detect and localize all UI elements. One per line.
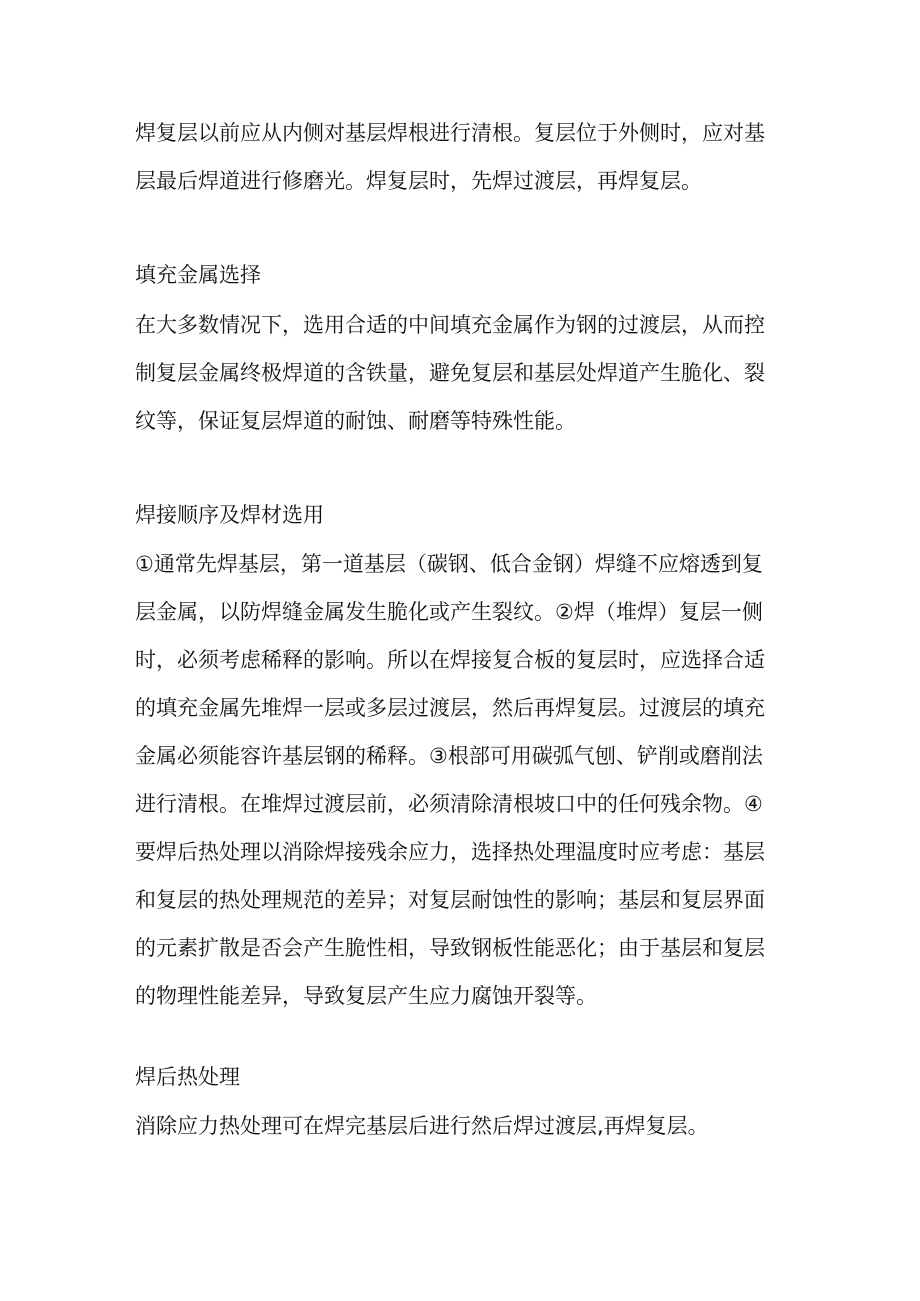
section-heading-pwht: [135, 1062, 785, 1092]
section-heading-filler: [135, 260, 785, 290]
paragraph-line: 进行清根。在堆焊过渡层前，必须清除清根坡口中的任何残余物。④: [135, 792, 763, 816]
paragraph-line: 纹等，保证复层焊道的耐蚀、耐磨等特殊性能。: [135, 409, 576, 433]
paragraph-line: 层最后焊道进行修磨光。焊复层时，先焊过渡层，再焊复层。: [135, 169, 702, 193]
paragraph-line: 焊复层以前应从内侧对基层焊根进行清根。复层位于外侧时，应对基: [135, 121, 765, 145]
section-heading: 焊接顺序及焊材选用: [135, 503, 324, 527]
paragraph-line: 在大多数情况下，选用合适的中间填充金属作为钢的过渡层，从而控: [135, 313, 765, 337]
filler-paragraph: [135, 301, 785, 445]
section-heading: 填充金属选择: [135, 263, 261, 287]
pwht-paragraph: [135, 1102, 785, 1150]
paragraph-line: 的元素扩散是否会产生脆性相，导致钢板性能恶化；由于基层和复层: [135, 936, 765, 960]
paragraph-line: 层金属，以防焊缝金属发生脆化或产生裂纹。②焊（堆焊）复层一侧: [135, 600, 763, 624]
paragraph-line: 的物理性能差异，导致复层产生应力腐蚀开裂等。: [135, 984, 597, 1008]
paragraph-line: 和复层的热处理规范的差异；对复层耐蚀性的影响；基层和复层界面: [135, 888, 765, 912]
sequence-paragraph: [135, 540, 785, 1020]
paragraph-line: 金属必须能容许基层钢的稀释。③根部可用碳弧气刨、铲削或磨削法: [135, 744, 763, 768]
intro-paragraph: [135, 109, 785, 205]
section-heading-sequence: [135, 500, 785, 530]
paragraph-line: 的填充金属先堆焊一层或多层过渡层，然后再焊复层。过渡层的填充: [135, 696, 765, 720]
paragraph-line: 制复层金属终极焊道的含铁量，避免复层和基层处焊道产生脆化、裂: [135, 361, 765, 385]
section-heading: 焊后热处理: [135, 1065, 240, 1089]
paragraph-line: 时，必须考虑稀释的影响。所以在焊接复合板的复层时，应选择合适: [135, 648, 765, 672]
paragraph-line: 要焊后热处理以消除焊接残余应力，选择热处理温度时应考虑：基层: [135, 840, 765, 864]
paragraph-line: ①通常先焊基层，第一道基层（碳钢、低合金钢）焊缝不应熔透到复: [135, 552, 763, 576]
paragraph-line: 消除应力热处理可在焊完基层后进行然后焊过渡层,再焊复层。: [135, 1114, 709, 1138]
